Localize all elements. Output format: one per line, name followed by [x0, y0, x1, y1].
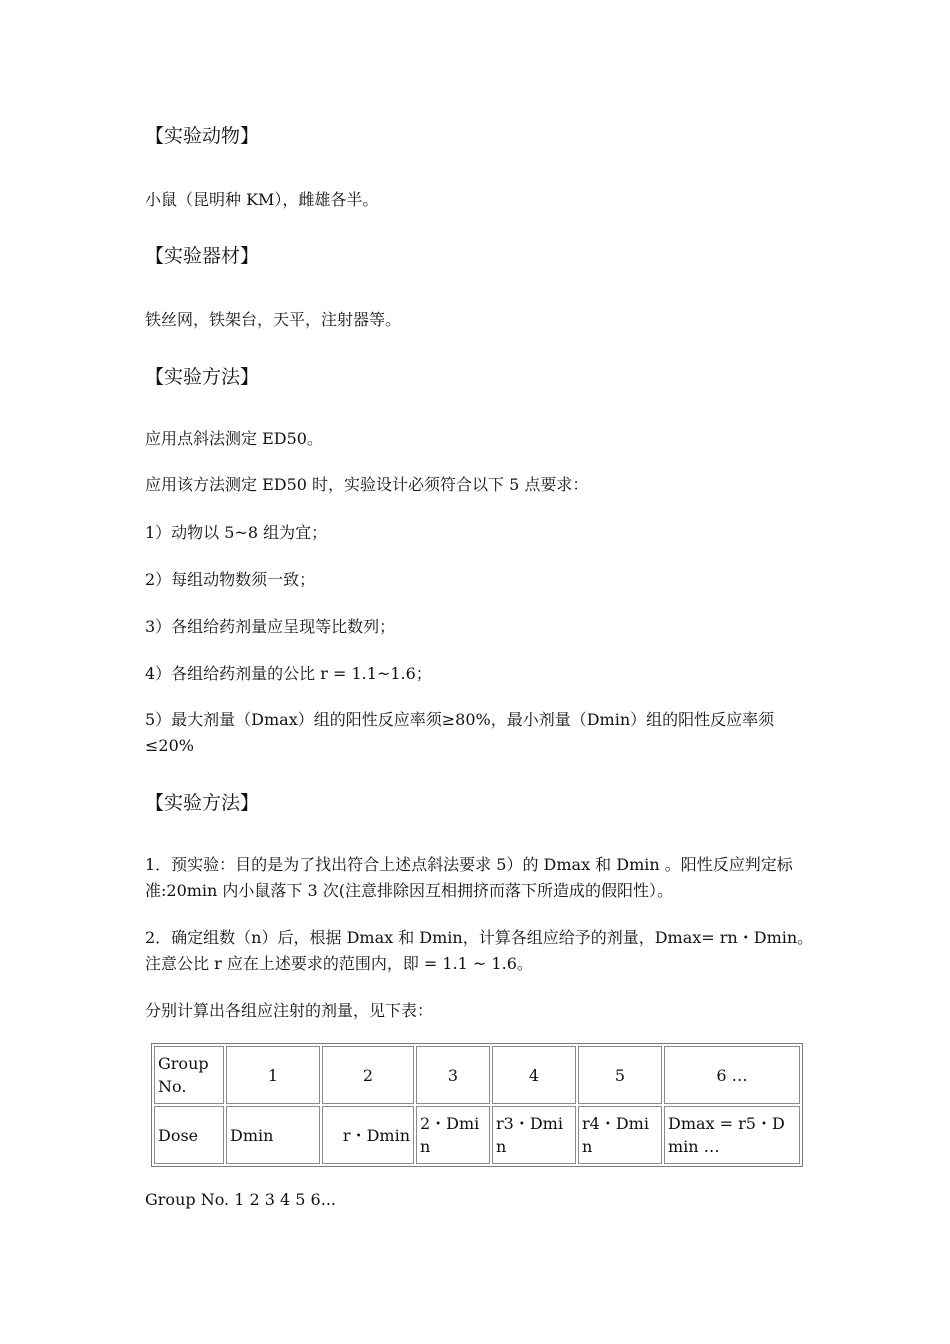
- equipment-heading: 【实验器材】: [145, 245, 260, 267]
- table-row: [154, 1106, 800, 1164]
- table-header-cell: 3: [416, 1046, 490, 1104]
- table-row: [154, 1046, 800, 1104]
- requirement-item: 3）各组给药剂量应呈现等比数列；: [145, 617, 396, 636]
- table-cell: r3・Dmin: [492, 1106, 576, 1164]
- method-heading-2: 【实验方法】: [145, 792, 260, 814]
- requirement-item: 4）各组给药剂量的公比 r = 1.1~1.6；: [145, 664, 432, 683]
- requirement-item: 5）最大剂量（Dmax）组的阳性反应率须≥80%，最小剂量（Dmin）组的阳性反应率须≤20%: [145, 710, 775, 755]
- table-cell: Dmax = r5・Dmin …: [664, 1106, 800, 1164]
- table-footer-line: Group No. 1 2 3 4 5 6...: [145, 1190, 336, 1209]
- requirement-item: 2）每组动物数须一致；: [145, 570, 316, 589]
- table-header-cell: 6 …: [664, 1046, 800, 1104]
- dose-table: [151, 1043, 803, 1167]
- table-cell: Dmin: [226, 1106, 320, 1164]
- animals-text: 小鼠（昆明种 KM），雌雄各半。: [145, 190, 379, 209]
- method-heading: 【实验方法】: [145, 366, 260, 388]
- table-header-cell: 5: [578, 1046, 662, 1104]
- table-cell: r4・Dmin: [578, 1106, 662, 1164]
- table-cell: r・Dmin: [322, 1106, 414, 1164]
- equipment-text: 铁丝网，铁架台，天平，注射器等。: [145, 310, 402, 329]
- step-2-text: 2．确定组数（n）后，根据 Dmax 和 Dmin，计算各组应给予的剂量，Dmax= rn・Dmin。注意公比 r 应在上述要求的范围内，即 = 1.1 ~ 1.6。: [145, 928, 814, 973]
- table-header-cell: 2: [322, 1046, 414, 1104]
- table-cell: 2・Dmi n: [416, 1106, 490, 1164]
- table-header-cell: 1: [226, 1046, 320, 1104]
- table-header-cell: 4: [492, 1046, 576, 1104]
- method-intro: 应用点斜法测定 ED50。: [145, 429, 323, 448]
- requirement-item: 1）动物以 5~8 组为宜；: [145, 523, 328, 542]
- step-1-text: 1．预实验：目的是为了找出符合上述点斜法要求 5）的 Dmax 和 Dmin 。阳性反应判定标准:20min 内小鼠落下 3 次(注意排除因互相拥挤而落下所造成的假阳性）。: [145, 855, 793, 900]
- table-header-cell: Group No.: [154, 1046, 224, 1104]
- table-cell: Dose: [154, 1106, 224, 1164]
- animals-heading: 【实验动物】: [145, 125, 260, 147]
- method-requirements-intro: 应用该方法测定 ED50 时，实验设计必须符合以下 5 点要求：: [145, 475, 589, 494]
- table-intro: 分别计算出各组应注射的剂量，见下表：: [145, 1001, 434, 1020]
